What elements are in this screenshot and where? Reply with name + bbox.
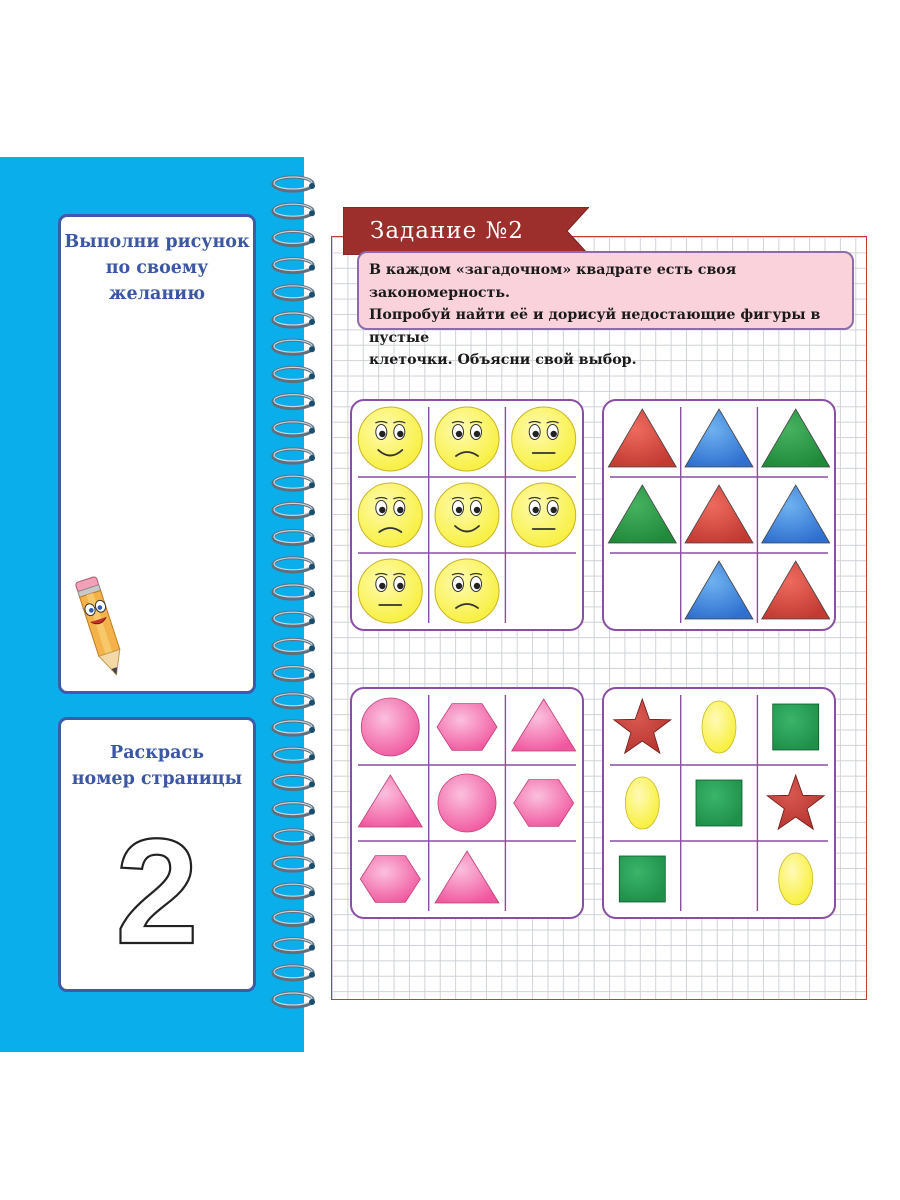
spiral-ring [273,694,315,708]
red-triangle-icon [608,409,676,467]
spiral-ring [273,911,315,925]
neutral-face-icon [512,407,576,471]
page-number-title [61,740,253,792]
page-number-card[interactable] [58,717,256,992]
square-icon [773,704,819,750]
page-number-outline[interactable] [61,808,253,958]
spiral-ring [273,993,315,1007]
sad-face-icon [435,559,499,623]
empty-cell[interactable] [683,843,755,915]
star-icon [767,775,824,829]
pink-circle-icon [361,698,419,756]
spiral-ring [273,313,315,327]
neutral-face-icon [512,483,576,547]
spiral-ring [273,340,315,354]
task-title: Задание №2 [370,218,524,244]
puzzle-smileys [350,399,584,631]
drawing-area-title [61,229,253,307]
pink-triangle-icon [358,775,422,827]
star-icon [614,699,671,753]
spiral-ring [273,286,315,300]
drawing-title-line2: по своему желанию [105,258,209,304]
neutral-face-icon [358,559,422,623]
task-text-line3: клеточки. Объясни свой выбор. [369,352,637,368]
task-description [357,251,854,368]
empty-cell[interactable] [508,555,580,627]
blue-triangle-icon [685,409,753,467]
page-number: 2 [115,808,199,958]
green-triangle-icon [762,409,830,467]
spiral-ring [273,422,315,436]
pink-triangle-icon [435,851,499,903]
sad-face-icon [435,407,499,471]
spiral-ring [273,721,315,735]
pink-hexagon-icon [360,856,420,903]
spiral-ring [273,830,315,844]
spiral-ring [273,612,315,626]
spiral-ring [273,585,315,599]
spiral-ring [273,748,315,762]
spiral-ring [273,667,315,681]
oval-icon [779,853,813,905]
empty-cell[interactable] [606,555,678,627]
oval-icon [625,777,659,829]
spiral-ring [273,367,315,381]
spiral-ring [273,857,315,871]
spiral-ring [273,449,315,463]
spiral-ring [273,558,315,572]
color-title-line1: Раскрась [110,743,204,763]
spiral-ring [273,177,315,191]
spiral-ring [273,204,315,218]
spiral-ring [273,395,315,409]
square-icon [696,780,742,826]
color-title-line2: номер страницы [71,769,243,789]
red-triangle-icon [685,485,753,543]
spiral-ring [273,775,315,789]
spiral-ring [273,639,315,653]
smile-face-icon [358,407,422,471]
spiral-ring [273,884,315,898]
smile-face-icon [435,483,499,547]
pink-circle-icon [438,774,496,832]
drawing-area-card[interactable] [58,214,256,694]
pink-hexagon-icon [514,780,574,827]
spiral-ring [273,803,315,817]
task-text-line1: В каждом «загадочном» квадрате есть своя закономерность. [369,262,737,301]
green-triangle-icon [608,485,676,543]
blue-triangle-icon [685,561,753,619]
pink-triangle-icon [512,699,576,751]
spiral-ring [273,259,315,273]
puzzle-pink-shapes [350,687,584,919]
empty-cell[interactable] [508,843,580,915]
spiral-ring [273,503,315,517]
spiral-ring [273,476,315,490]
pink-hexagon-icon [437,704,497,751]
puzzle-star-oval-square [602,687,836,919]
red-triangle-icon [762,561,830,619]
pencil-mascot-icon [71,569,131,684]
spiral-ring [273,231,315,245]
spiral-ring [273,531,315,545]
puzzle-triangles [602,399,836,631]
task-text-line2: Попробуй найти её и дорисуй недостающие фигуры в пустые [369,307,821,346]
spiral-ring [273,966,315,980]
spiral-binding [268,172,318,1022]
oval-icon [702,701,736,753]
spiral-ring [273,939,315,953]
blue-triangle-icon [762,485,830,543]
drawing-title-line1: Выполни рисунок [64,232,250,252]
sad-face-icon [358,483,422,547]
square-icon [619,856,665,902]
